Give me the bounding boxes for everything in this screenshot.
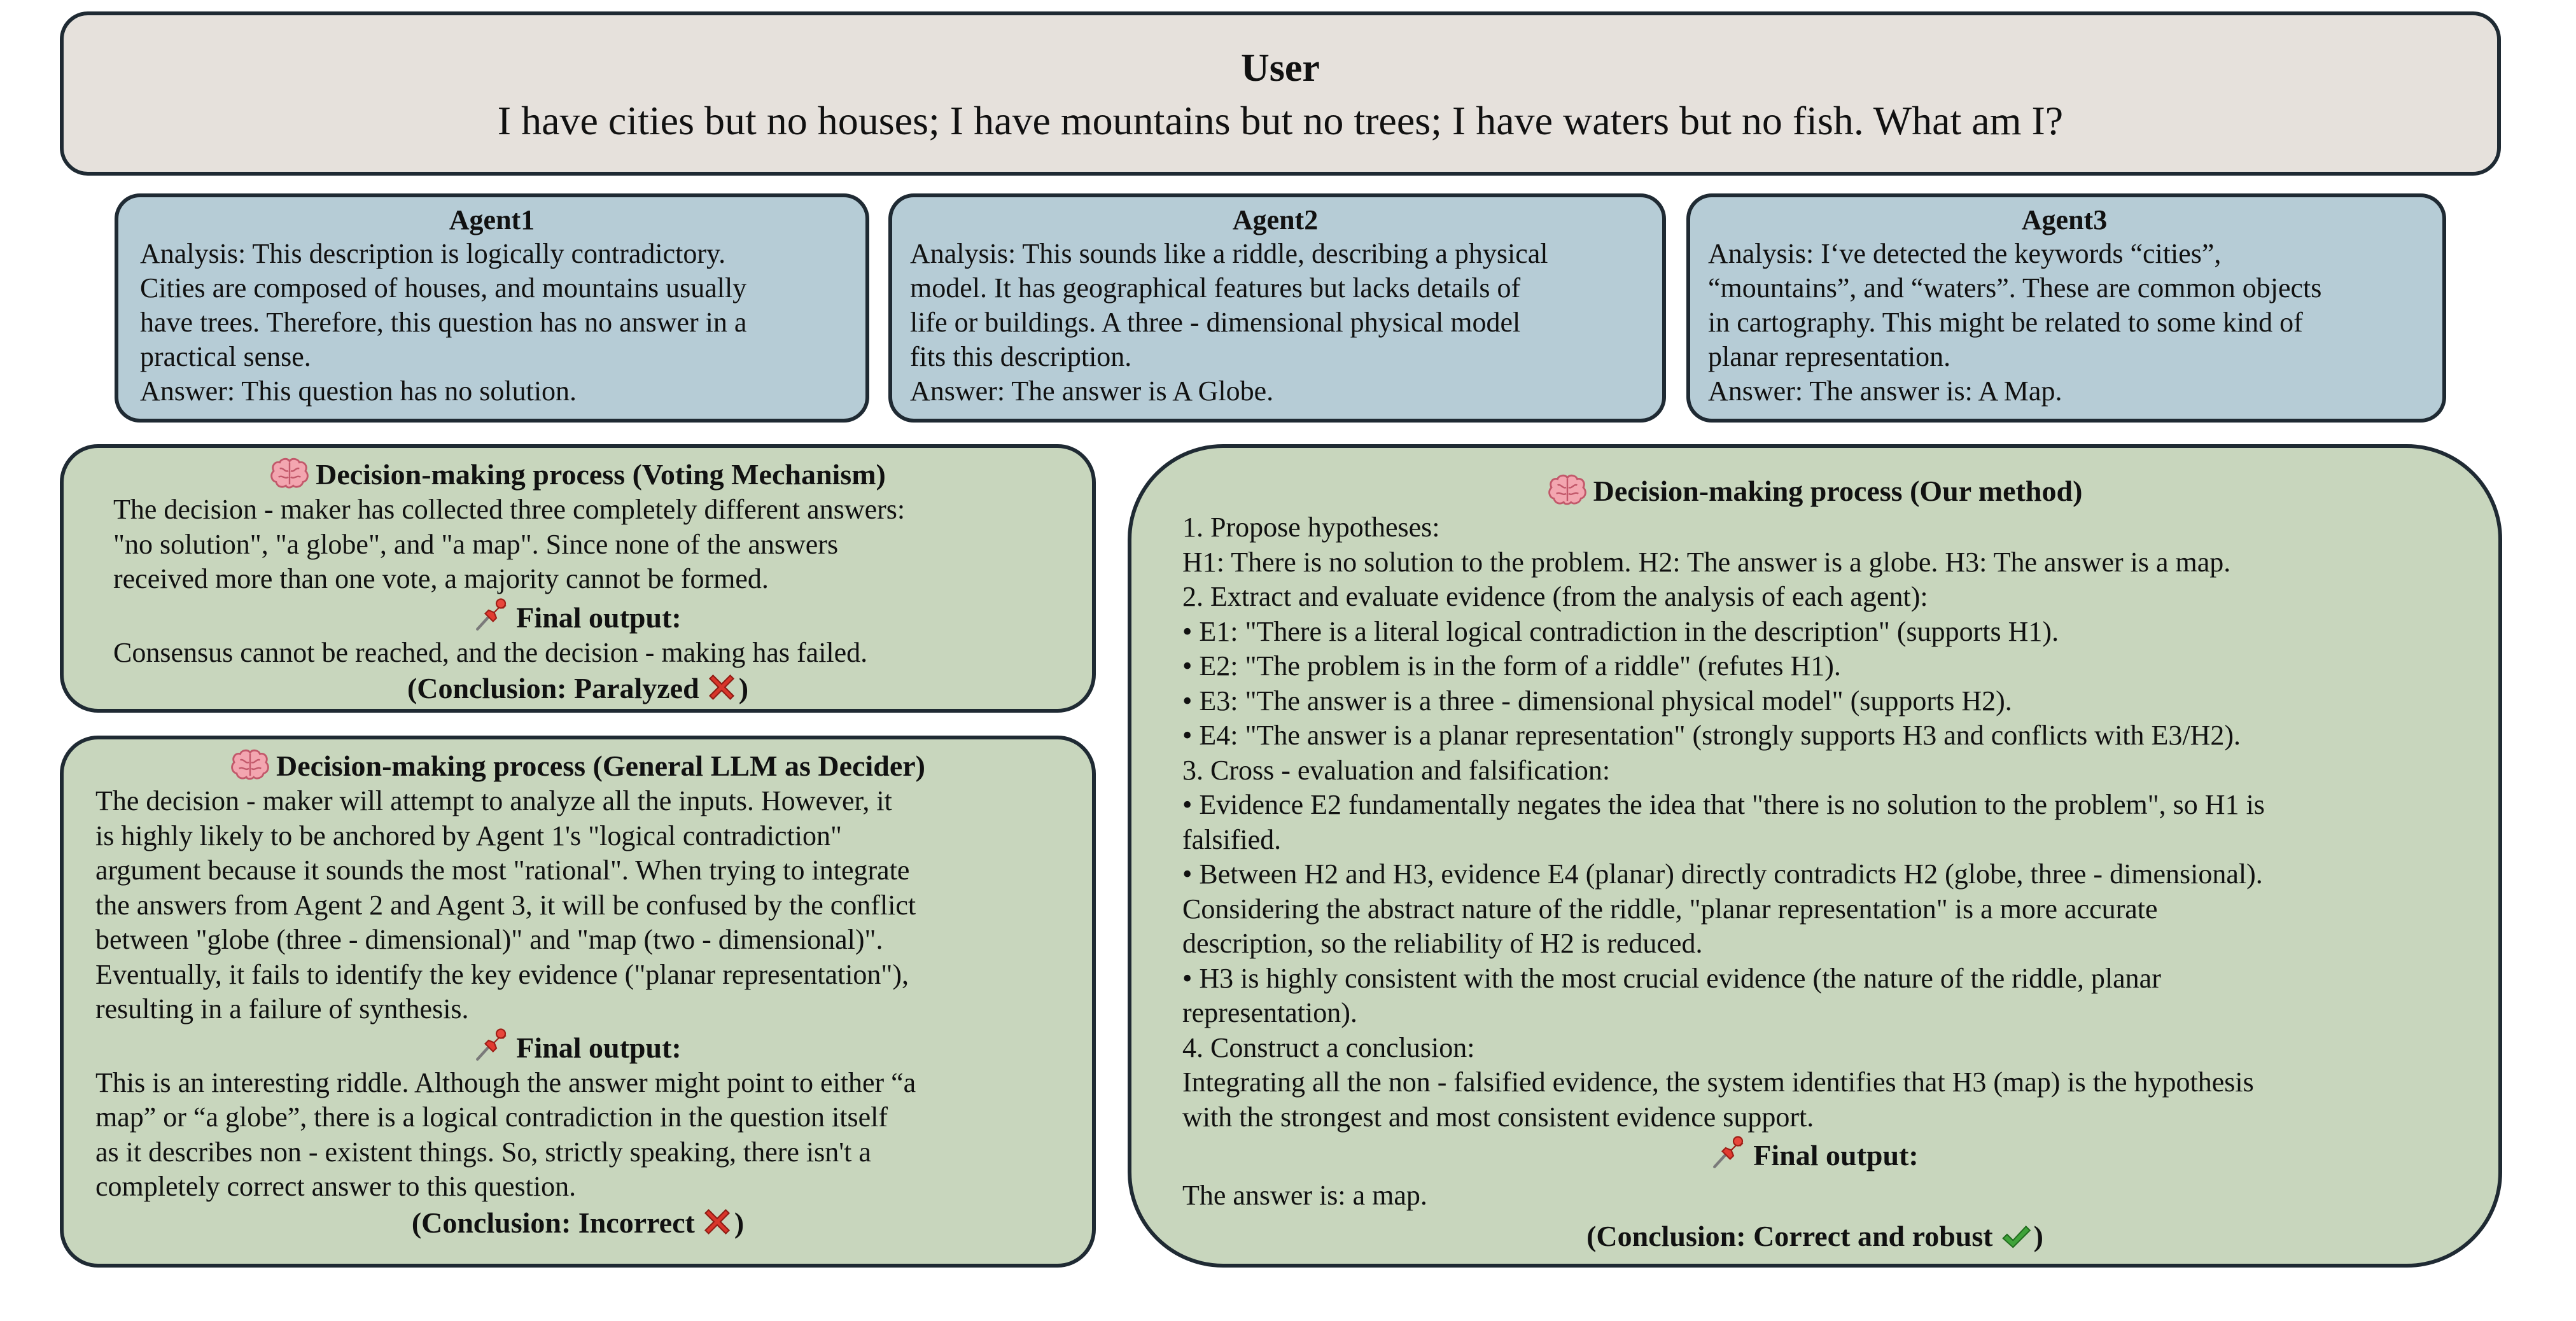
brain-icon (1548, 474, 1587, 506)
ours-line: representation). (1182, 997, 1357, 1028)
pushpin-icon (474, 1027, 510, 1063)
llm-final-line: completely correct answer to this question. (95, 1171, 577, 1202)
voting-conclusion: (Conclusion: Paralyzed (407, 672, 699, 704)
agent2-title: Agent2 (1232, 204, 1319, 235)
llm-line: argument because it sounds the most "rational". When trying to integrate (95, 855, 910, 886)
agent3-line: Analysis: I‘ve detected the keywords “cities”, (1708, 238, 2222, 269)
agent3-line: “mountains”, and “waters”. These are common objects (1708, 272, 2322, 304)
ours-line: • E4: "The answer is a planar representation" (strongly supports H3 and conflicts with E3/H2). (1182, 720, 2241, 751)
ours-line: falsified. (1182, 823, 1282, 855)
voting-mechanism-box (60, 444, 1096, 713)
ours-line: • E1: "There is a literal logical contradiction in the description" (supports H1). (1182, 615, 2059, 647)
user-query-box (60, 11, 2501, 176)
agent3-line: planar representation. (1708, 341, 1951, 372)
voting-line: The decision - maker has collected three completely different answers: (113, 494, 906, 525)
ours-line: 3. Cross - evaluation and falsification: (1182, 754, 1611, 786)
ours-line: 2. Extract and evaluate evidence (from the analysis of each agent): (1182, 581, 1928, 612)
llm-line: is highly likely to be anchored by Agent 1's "logical contradiction" (95, 820, 842, 851)
voting-line: received more than one vote, a majority cannot be formed. (113, 563, 769, 594)
red-x-icon (700, 1205, 734, 1239)
user-title: User (1241, 46, 1320, 90)
voting-heading: Decision-making process (Voting Mechanism) (316, 458, 886, 491)
llm-final-label: Final output: (516, 1031, 682, 1064)
brain-icon (230, 749, 270, 781)
llm-final-line: map” or “a globe”, there is a logical contradiction in the question itself (95, 1101, 888, 1133)
brain-icon (270, 458, 309, 489)
agent3-box (1686, 193, 2446, 423)
pushpin-icon (474, 597, 510, 633)
agent2-line: fits this description. (910, 341, 1132, 372)
agent3-line: in cartography. This might be related to some kind of (1708, 307, 2303, 338)
llm-final-line: as it describes non - existent things. So, strictly speaking, there isn't a (95, 1136, 871, 1168)
llm-conclusion-row (89, 1205, 1067, 1241)
llm-heading-row (89, 748, 1067, 784)
ours-line: Integrating all the non - falsified evidence, the system identifies that H3 (map) is the hypothesis (1182, 1066, 2254, 1098)
agent1-line: Analysis: This description is logically contradictory. (140, 238, 726, 269)
agent2-line: Analysis: This sounds like a riddle, describing a physical (910, 238, 1548, 269)
llm-heading: Decision-making process (General LLM as Decider) (276, 750, 925, 782)
voting-conclusion-row (89, 670, 1067, 706)
our-method-box (1128, 444, 2502, 1268)
llm-line: resulting in a failure of synthesis. (95, 993, 469, 1024)
voting-heading-row (89, 457, 1067, 493)
llm-conclusion-close: ) (734, 1206, 745, 1239)
ours-line: with the strongest and most consistent evidence support. (1182, 1101, 1814, 1133)
agent1-box (115, 193, 869, 423)
ours-final-row (1182, 1135, 2447, 1173)
agent2-line: life or buildings. A three - dimensional physical model (910, 307, 1521, 338)
llm-final-row (89, 1027, 1067, 1066)
voting-final-row (89, 597, 1067, 636)
ours-final-label: Final output: (1753, 1139, 1919, 1171)
ours-conclusion-close: ) (2033, 1219, 2043, 1252)
agent1-line: Cities are composed of houses, and mountains usually (140, 272, 747, 304)
voting-final-text: Consensus cannot be reached, and the decision - making has failed. (113, 636, 868, 668)
agent3-answer: Answer: The answer is: A Map. (1708, 375, 2062, 407)
ours-line: H1: There is no solution to the problem. H2: The answer is a globe. H3: The answer is a map. (1182, 546, 2231, 578)
pushpin-icon (1711, 1135, 1747, 1170)
ours-line: description, so the reliability of H2 is reduced. (1182, 928, 1703, 959)
agent1-line: practical sense. (140, 341, 311, 372)
ours-conclusion-row (1182, 1219, 2447, 1254)
ours-heading-row (1182, 473, 2447, 509)
agent1-line: have trees. Therefore, this question has no answer in a (140, 307, 747, 338)
llm-final-line: This is an interesting riddle. Although the answer might point to either “a (95, 1066, 916, 1098)
ours-line: • E3: "The answer is a three - dimensional physical model" (supports H2). (1182, 685, 2012, 716)
llm-line: The decision - maker will attempt to analyze all the inputs. However, it (95, 785, 892, 816)
agent2-box (888, 193, 1666, 423)
ours-heading: Decision-making process (Our method) (1593, 475, 2083, 507)
ours-final-text: The answer is: a map. (1182, 1180, 1427, 1211)
ours-line: • E2: "The problem is in the form of a riddle" (refutes H1). (1182, 650, 1841, 681)
ours-conclusion: (Conclusion: Correct and robust (1586, 1219, 1993, 1252)
ours-line: 4. Construct a conclusion: (1182, 1031, 1475, 1063)
ours-line: • Evidence E2 fundamentally negates the idea that "there is no solution to the problem", so H1 is (1182, 789, 2265, 820)
ours-line: • Between H2 and H3, evidence E4 (planar) directly contradicts H2 (globe, three - dimensional). (1182, 858, 2263, 890)
voting-line: "no solution", "a globe", and "a map". Since none of the answers (113, 528, 839, 560)
green-check-icon (1998, 1220, 2034, 1252)
user-question: I have cities but no houses; I have mountains but no trees; I have waters but no fish. What am I? (497, 98, 2064, 143)
agent2-answer: Answer: The answer is A Globe. (910, 375, 1274, 407)
llm-decider-box (60, 736, 1096, 1268)
red-x-icon (704, 670, 739, 704)
agent1-answer: Answer: This question has no solution. (140, 375, 577, 407)
llm-line: the answers from Agent 2 and Agent 3, it will be confused by the conflict (95, 889, 916, 921)
llm-line: Eventually, it fails to identify the key evidence ("planar representation"), (95, 958, 909, 990)
ours-line: Considering the abstract nature of the riddle, "planar representation" is a more accurate (1182, 893, 2158, 925)
ours-line: • H3 is highly consistent with the most crucial evidence (the nature of the riddle, planar (1182, 962, 2161, 994)
agent3-title: Agent3 (2021, 204, 2108, 235)
agent2-line: model. It has geographical features but lacks details of (910, 272, 1521, 304)
llm-conclusion: (Conclusion: Incorrect (411, 1206, 695, 1239)
ours-line: 1. Propose hypotheses: (1182, 512, 1440, 543)
agent1-title: Agent1 (449, 204, 535, 235)
llm-line: between "globe (three - dimensional)" and "map (two - dimensional)". (95, 924, 883, 955)
voting-final-label: Final output: (516, 601, 682, 634)
voting-conclusion-close: ) (738, 672, 749, 704)
